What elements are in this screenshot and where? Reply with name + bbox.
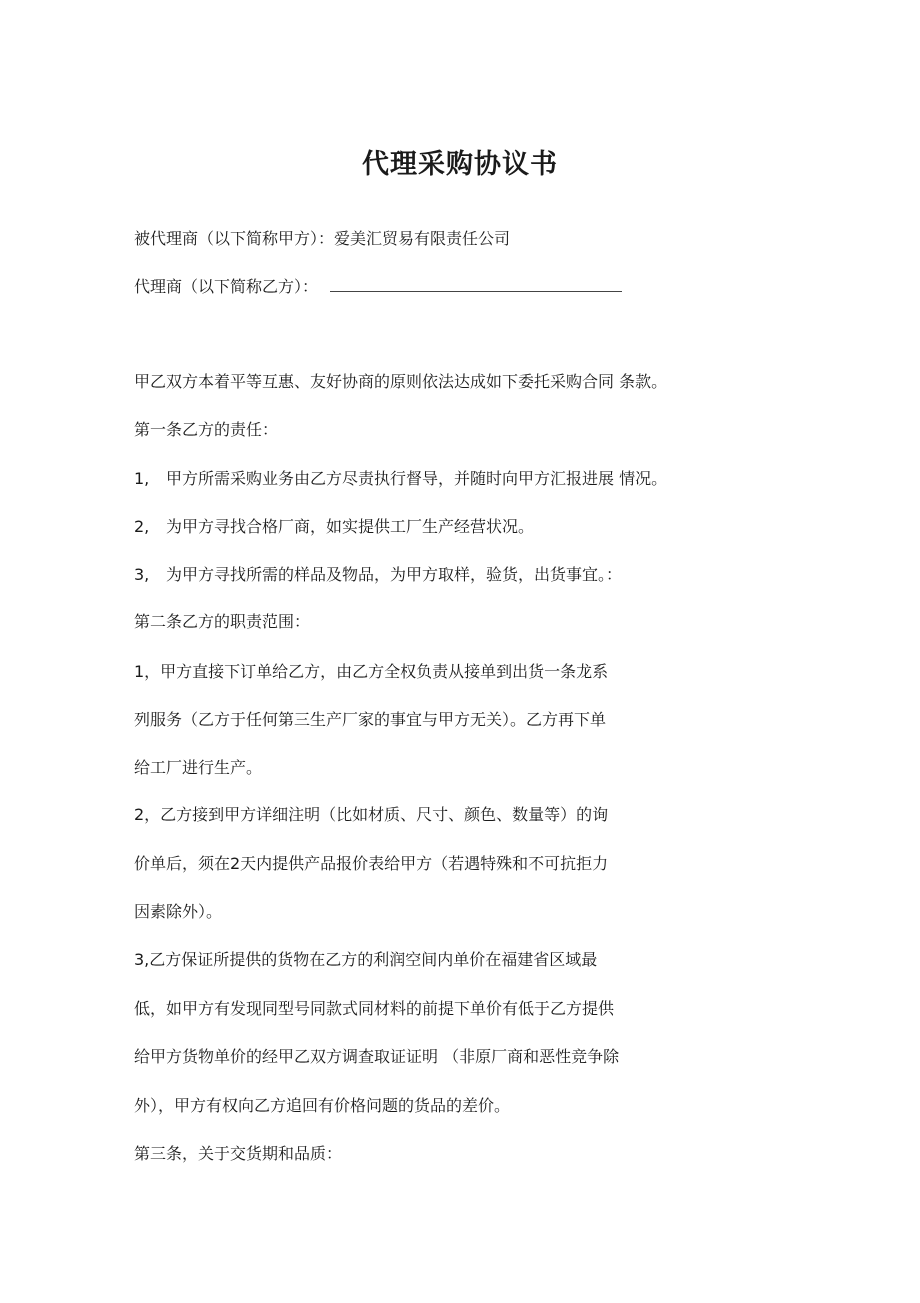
article1-item-number: 2, [134, 517, 150, 536]
party-b-blank-line [330, 277, 622, 292]
article1-item-text: 甲方所需采购业务由乙方尽责执行督导，并随时向甲方汇报进展 情况。 [166, 469, 668, 488]
article2-line: 2，乙方接到甲方详细注明（比如材质、尺寸、颜色、数量等）的询 [134, 805, 609, 824]
article1-item [134, 563, 622, 587]
article2-line: 给甲方货物单价的经甲乙双方调查取证证明 （非原厂商和恶性竞争除 [134, 1047, 620, 1066]
article1-item [134, 515, 534, 539]
article1-heading: 第一条乙方的责任： [134, 420, 279, 439]
intro-paragraph: 甲乙双方本着平等互惠、友好协商的原则依法达成如下委托采购合同 条款。 [134, 372, 668, 391]
party-a-line: 被代理商（以下简称甲方）：爱美汇贸易有限责任公司 [134, 229, 511, 248]
document-title: 代理采购协议书 [362, 149, 558, 180]
party-b-label: 代理商（以下简称乙方）： [134, 277, 319, 296]
article2-line: 列服务（乙方于任何第三生产厂家的事宜与甲方无关）。乙方再下单 [134, 710, 607, 729]
article1-item-text: 为甲方寻找所需的样品及物品，为甲方取样，验货，出货事宜。： [166, 565, 623, 584]
article2-line: 低，如甲方有发现同型号同款式同材料的前提下单价有低于乙方提供 [134, 999, 615, 1018]
article1-item-number: 3, [134, 565, 150, 584]
article2-line: 3,乙方保证所提供的货物在乙方的利润空间内单价在福建省区域最 [134, 950, 598, 969]
article2-heading: 第二条乙方的职责范围： [134, 612, 311, 631]
article2-line: 外），甲方有权向乙方追回有价格问题的货品的差价。 [134, 1096, 511, 1115]
party-b-line [134, 275, 622, 299]
article2-line: 因素除外）。 [134, 902, 223, 921]
article1-item-number: 1, [134, 469, 150, 488]
article2-line: 1，甲方直接下订单给乙方，由乙方全权负责从接单到出货一条龙系 [134, 662, 609, 681]
article1-item-text: 为甲方寻找合格厂商，如实提供工厂生产经营状况。 [166, 517, 535, 536]
article1-item [134, 467, 667, 491]
article3-heading: 第三条，关于交货期和品质： [134, 1144, 343, 1163]
article2-line: 给工厂进行生产。 [134, 758, 263, 777]
article2-line: 价单后，须在2天内提供产品报价表给甲方（若遇特殊和不可抗拒力 [134, 854, 609, 873]
